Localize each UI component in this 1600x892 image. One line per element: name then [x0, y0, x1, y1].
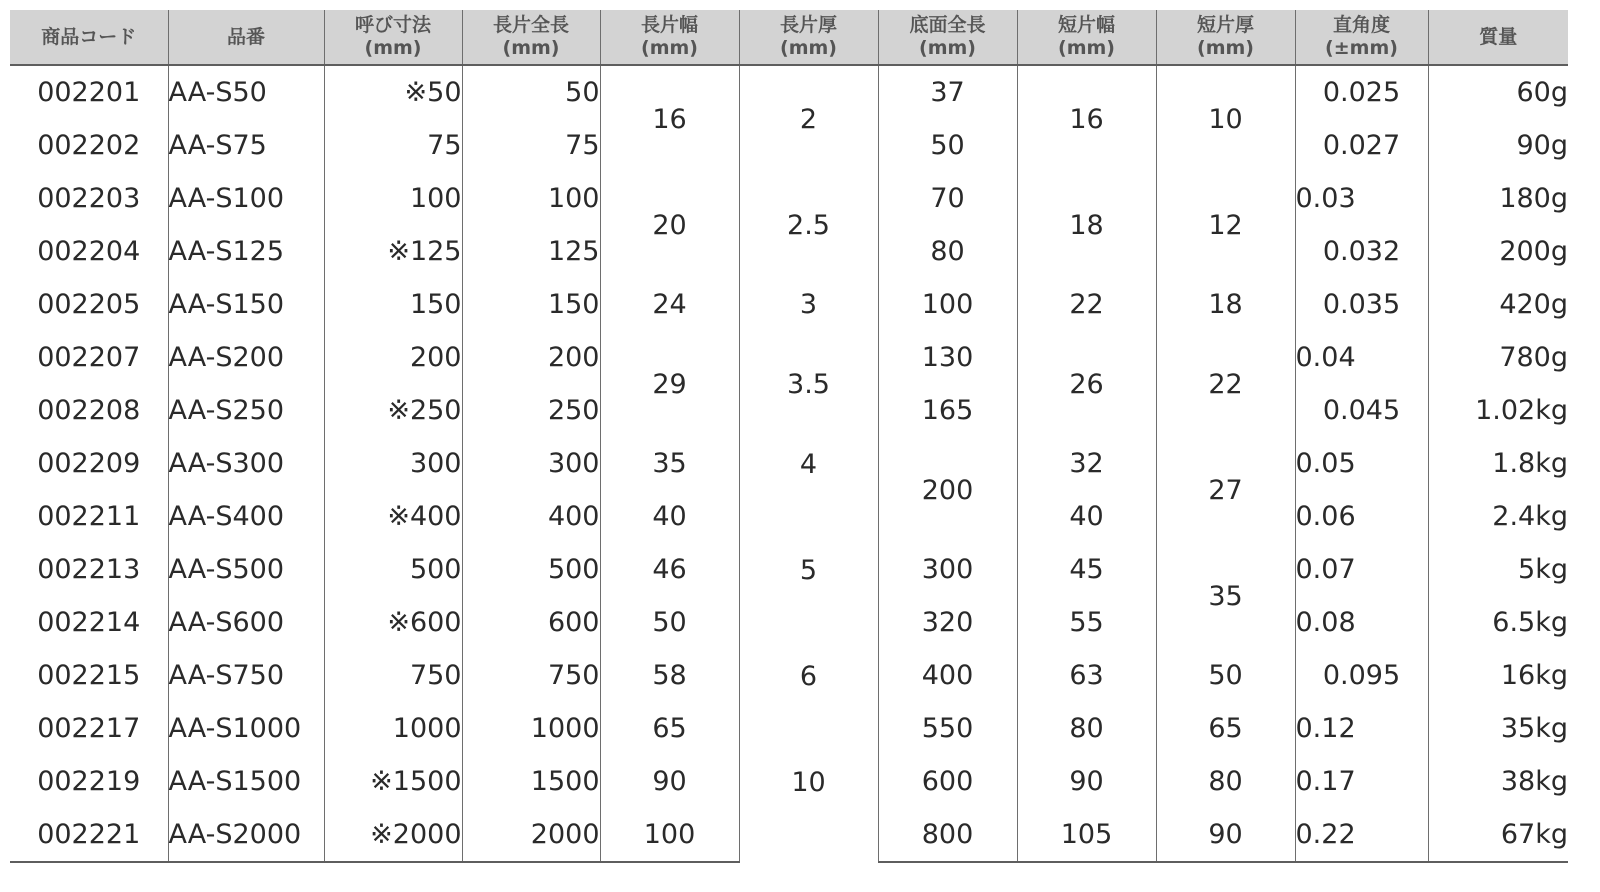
cell-nominal-size: ※400 [324, 490, 462, 543]
cell-mass: 90g [1428, 119, 1568, 172]
cell-mass: 38kg [1428, 755, 1568, 808]
header-mass: 質量 [1428, 10, 1568, 65]
table-row [10, 543, 1568, 596]
cell-long-width: 65 [600, 702, 739, 755]
cell-long-width: 35 [600, 437, 739, 490]
cell-long-width: 16 [600, 65, 739, 172]
header-squareness: 直角度 (±mm) [1295, 10, 1428, 65]
cell-short-thickness: 90 [1156, 808, 1295, 862]
table-row [10, 65, 1568, 119]
cell-long-width: 58 [600, 649, 739, 702]
cell-part-number: AA-S1500 [168, 755, 324, 808]
cell-product-code: 002209 [37, 448, 141, 479]
cell-long-length: 250 [462, 384, 600, 437]
cell-long-length: 125 [462, 225, 600, 278]
cell-nominal-size: 100 [324, 172, 462, 225]
cell-base-length: 50 [878, 119, 1017, 172]
cell-part-number: AA-S600 [168, 596, 324, 649]
cell-short-width: 90 [1017, 755, 1156, 808]
cell-squareness: 0.032 [1295, 225, 1428, 278]
cell-long-thickness: 5 [739, 543, 878, 649]
table-row [10, 331, 1568, 384]
cell-short-thickness: 22 [1156, 331, 1295, 437]
cell-short-thickness: 27 [1156, 437, 1295, 543]
cell-nominal-size: ※50 [324, 65, 462, 119]
cell-long-length: 600 [462, 596, 600, 649]
cell-squareness: 0.08 [1295, 596, 1428, 649]
cell-long-length: 300 [462, 437, 600, 490]
cell-product-code: 002217 [37, 713, 141, 744]
spec-table-container [10, 10, 1568, 863]
cell-mass: 6.5kg [1428, 596, 1568, 649]
cell-nominal-size: ※125 [324, 225, 462, 278]
cell-nominal-size: 200 [324, 331, 462, 384]
cell-nominal-size: ※600 [324, 596, 462, 649]
cell-base-length: 130 [878, 331, 1017, 384]
cell-short-width: 32 [1017, 437, 1156, 490]
cell-nominal-size: 75 [324, 119, 462, 172]
cell-base-length: 600 [878, 755, 1017, 808]
cell-squareness: 0.025 [1295, 65, 1428, 119]
cell-mass: 35kg [1428, 702, 1568, 755]
cell-product-code: 002211 [37, 501, 141, 532]
cell-long-length: 50 [462, 65, 600, 119]
cell-short-thickness: 35 [1156, 543, 1295, 649]
cell-long-thickness: 2.5 [739, 172, 878, 278]
cell-short-thickness: 65 [1156, 702, 1295, 755]
cell-part-number: AA-S300 [168, 437, 324, 490]
cell-squareness: 0.06 [1295, 490, 1428, 543]
cell-squareness: 0.027 [1295, 119, 1428, 172]
cell-nominal-size: 750 [324, 649, 462, 702]
cell-squareness: 0.045 [1295, 384, 1428, 437]
spec-table [10, 10, 1568, 863]
cell-long-length: 750 [462, 649, 600, 702]
header-nominal-size: 呼び寸法 (mm) [324, 10, 462, 65]
cell-part-number: AA-S400 [168, 490, 324, 543]
cell-squareness: 0.035 [1295, 278, 1428, 331]
table-row [10, 755, 1568, 808]
cell-nominal-size: 500 [324, 543, 462, 596]
cell-base-length: 320 [878, 596, 1017, 649]
cell-long-length: 1000 [462, 702, 600, 755]
cell-long-thickness: 10 [739, 755, 878, 862]
cell-nominal-size: ※250 [324, 384, 462, 437]
cell-long-length: 150 [462, 278, 600, 331]
cell-short-width: 40 [1017, 490, 1156, 543]
cell-squareness: 0.22 [1295, 808, 1428, 862]
cell-base-length: 80 [878, 225, 1017, 278]
cell-base-length: 37 [878, 65, 1017, 119]
cell-nominal-size: ※2000 [324, 808, 462, 862]
cell-long-width: 40 [600, 490, 739, 543]
cell-long-width: 29 [600, 331, 739, 437]
cell-short-thickness: 50 [1156, 649, 1295, 702]
cell-mass: 180g [1428, 172, 1568, 225]
cell-long-width: 24 [600, 278, 739, 331]
cell-squareness: 0.17 [1295, 755, 1428, 808]
header-row [10, 10, 1568, 65]
cell-product-code: 002213 [37, 554, 141, 585]
cell-product-code: 002204 [37, 236, 141, 267]
cell-long-width: 50 [600, 596, 739, 649]
cell-long-thickness: 6 [739, 649, 878, 755]
cell-base-length: 550 [878, 702, 1017, 755]
cell-long-length: 75 [462, 119, 600, 172]
header-product-code: 商品コード [10, 10, 168, 65]
cell-short-width: 45 [1017, 543, 1156, 596]
cell-base-length: 300 [878, 543, 1017, 596]
cell-squareness: 0.04 [1295, 331, 1428, 384]
cell-base-length: 70 [878, 172, 1017, 225]
cell-part-number: AA-S150 [168, 278, 324, 331]
cell-mass: 200g [1428, 225, 1568, 278]
cell-short-width: 16 [1017, 65, 1156, 172]
cell-product-code: 002203 [37, 183, 141, 214]
cell-base-length: 165 [878, 384, 1017, 437]
cell-base-length: 800 [878, 808, 1017, 862]
cell-part-number: AA-S1000 [168, 702, 324, 755]
table-row [10, 437, 1568, 490]
header-long-length: 長片全長 (mm) [462, 10, 600, 65]
cell-mass: 5kg [1428, 543, 1568, 596]
cell-mass: 60g [1428, 65, 1568, 119]
cell-squareness: 0.12 [1295, 702, 1428, 755]
cell-product-code: 002215 [37, 660, 141, 691]
cell-squareness: 0.03 [1295, 172, 1428, 225]
cell-long-width: 46 [600, 543, 739, 596]
cell-base-length: 400 [878, 649, 1017, 702]
cell-short-width: 55 [1017, 596, 1156, 649]
cell-mass: 67kg [1428, 808, 1568, 862]
cell-mass: 420g [1428, 278, 1568, 331]
header-short-thickness: 短片厚 (mm) [1156, 10, 1295, 65]
cell-product-code: 002207 [37, 342, 141, 373]
table-row [10, 172, 1568, 225]
cell-part-number: AA-S125 [168, 225, 324, 278]
header-long-width: 長片幅 (mm) [600, 10, 739, 65]
cell-short-thickness: 10 [1156, 65, 1295, 172]
cell-product-code: 002205 [37, 289, 141, 320]
cell-part-number: AA-S75 [168, 119, 324, 172]
cell-long-width: 90 [600, 755, 739, 808]
cell-mass: 1.8kg [1428, 437, 1568, 490]
cell-product-code: 002208 [37, 395, 141, 426]
cell-product-code: 002221 [10, 808, 168, 862]
cell-short-thickness: 80 [1156, 755, 1295, 808]
cell-part-number: AA-S50 [168, 65, 324, 119]
cell-long-length: 1500 [462, 755, 600, 808]
cell-part-number: AA-S100 [168, 172, 324, 225]
cell-long-thickness: 4 [739, 437, 878, 543]
cell-mass: 780g [1428, 331, 1568, 384]
cell-long-length: 2000 [462, 808, 600, 862]
cell-short-width: 18 [1017, 172, 1156, 278]
cell-nominal-size: 1000 [324, 702, 462, 755]
cell-nominal-size: ※1500 [324, 755, 462, 808]
cell-product-code: 002214 [37, 607, 141, 638]
cell-short-width: 22 [1017, 278, 1156, 331]
header-short-width: 短片幅 (mm) [1017, 10, 1156, 65]
table-row [10, 649, 1568, 702]
cell-mass: 16kg [1428, 649, 1568, 702]
cell-squareness: 0.095 [1295, 649, 1428, 702]
cell-mass: 2.4kg [1428, 490, 1568, 543]
cell-nominal-size: 150 [324, 278, 462, 331]
cell-nominal-size: 300 [324, 437, 462, 490]
cell-short-thickness: 18 [1156, 278, 1295, 331]
cell-part-number: AA-S200 [168, 331, 324, 384]
header-part-number: 品番 [168, 10, 324, 65]
table-row [10, 278, 1568, 331]
cell-base-length: 100 [878, 278, 1017, 331]
header-base-length: 底面全長 (mm) [878, 10, 1017, 65]
cell-long-width: 20 [600, 172, 739, 278]
cell-squareness: 0.05 [1295, 437, 1428, 490]
cell-squareness: 0.07 [1295, 543, 1428, 596]
header-long-thickness: 長片厚 (mm) [739, 10, 878, 65]
cell-part-number: AA-S2000 [168, 808, 324, 862]
cell-part-number: AA-S250 [168, 384, 324, 437]
cell-short-width: 80 [1017, 702, 1156, 755]
cell-long-length: 500 [462, 543, 600, 596]
cell-long-length: 100 [462, 172, 600, 225]
cell-long-length: 400 [462, 490, 600, 543]
cell-short-thickness: 12 [1156, 172, 1295, 278]
cell-short-width: 26 [1017, 331, 1156, 437]
cell-product-code: 002201 [37, 77, 141, 108]
cell-product-code: 002202 [37, 130, 141, 161]
cell-long-thickness: 3.5 [739, 331, 878, 437]
cell-mass: 1.02kg [1428, 384, 1568, 437]
cell-long-width: 100 [600, 808, 739, 862]
cell-short-width: 63 [1017, 649, 1156, 702]
cell-part-number: AA-S500 [168, 543, 324, 596]
cell-short-width: 105 [1017, 808, 1156, 862]
cell-product-code: 002219 [37, 766, 141, 797]
cell-long-thickness: 2 [739, 65, 878, 172]
cell-long-thickness: 3 [739, 278, 878, 331]
cell-base-length: 200 [878, 437, 1017, 543]
cell-part-number: AA-S750 [168, 649, 324, 702]
cell-long-length: 200 [462, 331, 600, 384]
